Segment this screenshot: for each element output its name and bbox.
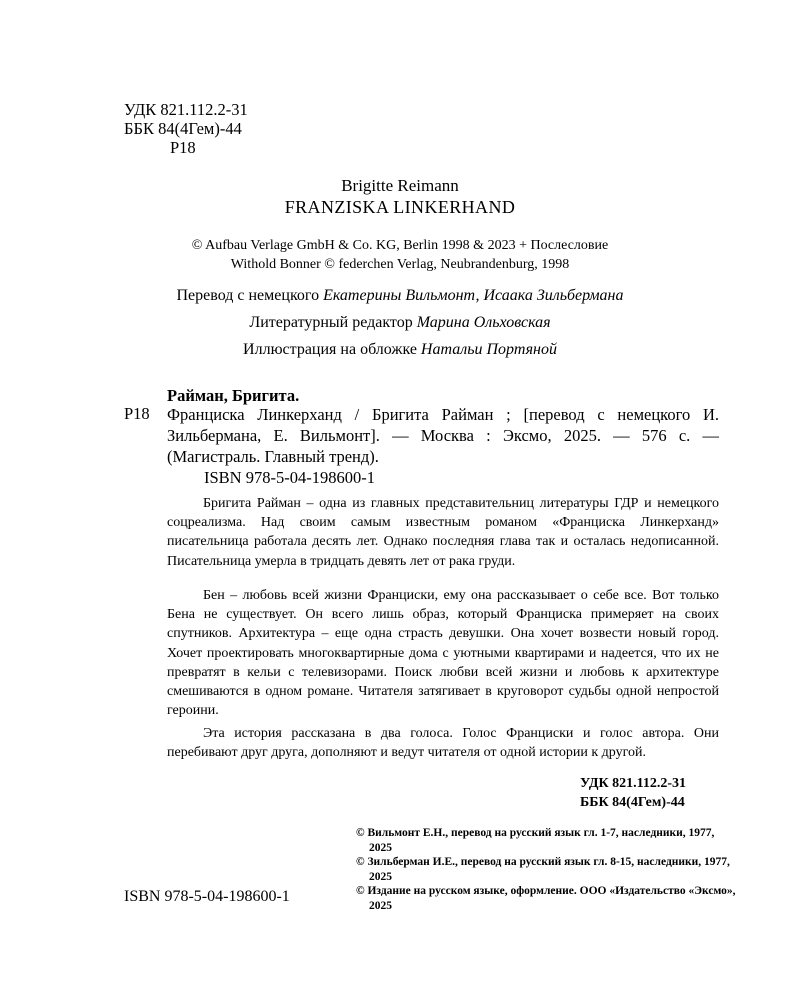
author-sign: Р18 <box>170 138 196 157</box>
copyright-notice-2: © Зильберман И.Е., перевод на русский язык гл. 8-15, наследники, 1977, 2025 <box>356 856 730 883</box>
translation-credit <box>0 287 800 305</box>
annotation-paragraph-2: Бен – любовь всей жизни Франциски, ему она рассказывает о себе все. Вот только Бена не существует. Он всего лишь образ, который Франциска примеряет на своих спутников. Архитектура – еще одна страсть девушки. Она хочет возвести новый город. Хочет проектировать многоквартирные дома с уютными квартирами и надеется, что их не превратят в кельи с телевизорами. Поиск любви всей жизни и любовь к архитектуре смешиваются в одном романе. Читателя затягивает в круговорот судьбы одной непростой героини. <box>167 588 719 719</box>
bibliography-class-code: Р18 <box>124 404 150 423</box>
bibliography-isbn: ISBN 978-5-04-198600-1 <box>204 468 375 487</box>
classification-codes-bottom <box>580 774 686 812</box>
cover-credit <box>0 341 800 359</box>
copyright-notice-1: © Вильмонт Е.Н., перевод на русский язык гл. 1-7, наследники, 1977, 2025 <box>356 827 715 854</box>
translation-label: Перевод с немецкого <box>176 287 320 304</box>
original-copyright-line-1: © Aufbau Verlage GmbH & Co. KG, Berlin 1998 & 2023 + Послесловие <box>191 238 609 253</box>
original-copyright-line-2: Withold Bonner © federchen Verlag, Neubrandenburg, 1998 <box>230 257 570 272</box>
bibliography-author-heading: Райман, Бригита. <box>167 386 300 405</box>
bbk-code: ББК 84(4Гем)-44 <box>124 119 242 138</box>
cover-label: Иллюстрация на обложке <box>243 341 417 358</box>
original-copyright <box>0 236 800 274</box>
isbn-bottom: ISBN 978-5-04-198600-1 <box>124 888 290 905</box>
annotation-paragraph-3: Эта история рассказана в два голоса. Голос Франциски и голос автора. Они перебивают друг друга, дополняют и ведут читателя от одной истории к другой. <box>167 726 719 761</box>
copyright-notices <box>356 826 736 914</box>
annotation-paragraph-1: Бригита Райман – одна из главных представительниц литературы ГДР и немецкого соцреализма. Над своим самым известным романом «Франциска Линкерханд» писательница работала десять лет. Однако последняя глава так и осталась недописанной. Писательница умерла в тридцать девять лет от рака груди. <box>167 496 719 569</box>
editor-credit <box>0 314 800 332</box>
bibliography-description: Франциска Линкерханд / Бригита Райман ; [перевод с немецкого И. Зильбермана, Е. Вильмонт]. — Москва : Эксмо, 2025. — 576 с. — (Магистраль. Главный тренд). <box>167 405 719 466</box>
bbk-code-bottom: ББК 84(4Гем)-44 <box>580 795 685 810</box>
copyright-notice-3: © Издание на русском языке, оформление. ООО «Издательство «Эксмо», 2025 <box>356 885 736 912</box>
original-author: Brigitte Reimann <box>341 176 459 195</box>
original-title: FRANZISKA LINKERHAND <box>284 197 516 217</box>
editor-label: Литературный редактор <box>249 314 413 331</box>
udk-code: УДК 821.112.2-31 <box>124 100 248 119</box>
cover-artist-name: Натальи Портяной <box>420 341 557 358</box>
udk-code-bottom: УДК 821.112.2-31 <box>580 776 687 791</box>
translator-names: Екатерины Вильмонт, Исаака Зильбермана <box>323 287 624 304</box>
editor-name: Марина Ольховская <box>416 314 551 331</box>
classification-codes <box>124 100 248 157</box>
